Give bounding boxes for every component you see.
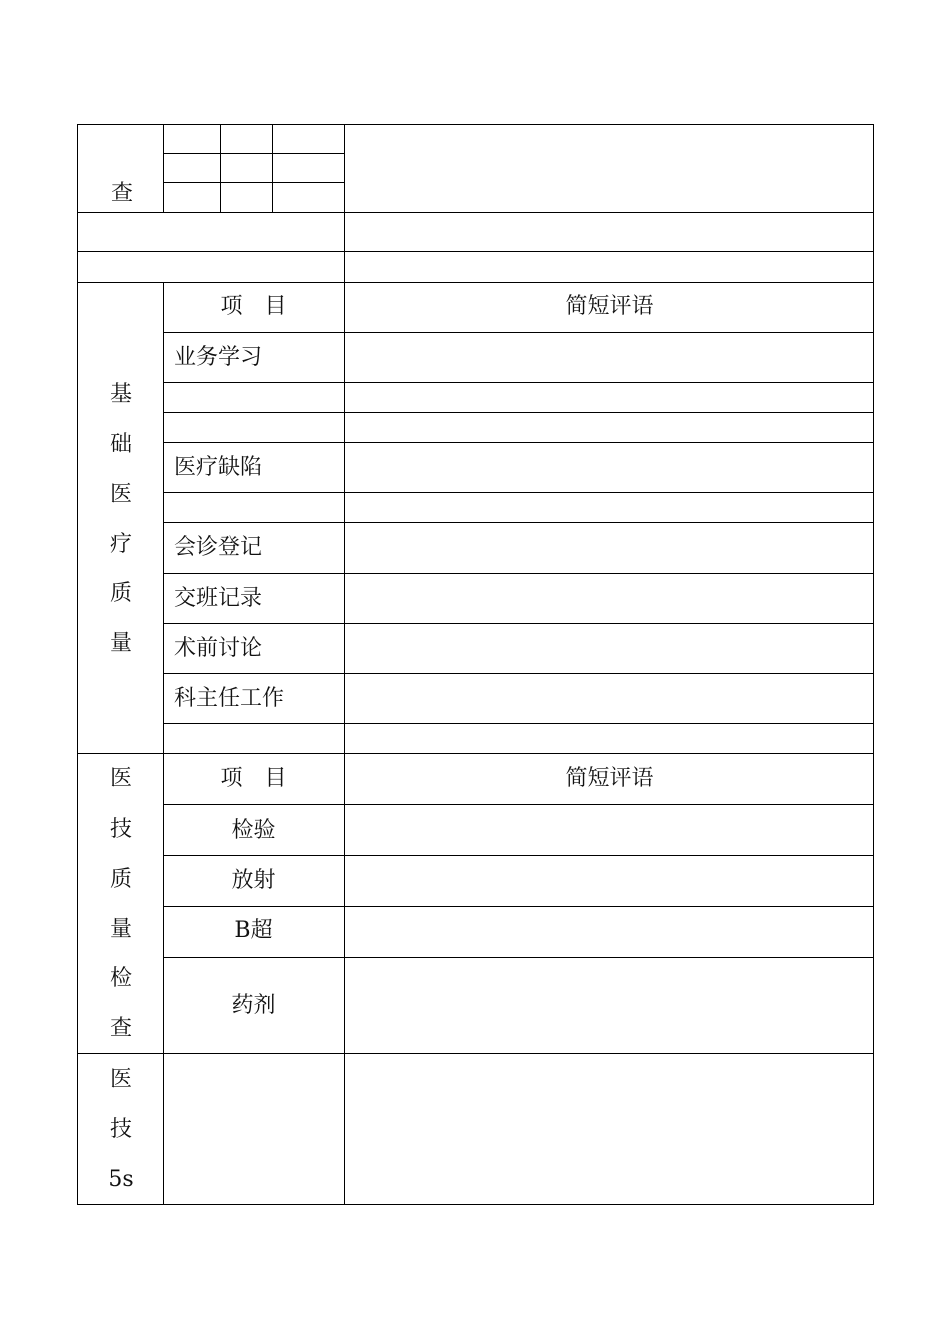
tech-item-label: 放射 [231,868,276,893]
evaluation-form-table [77,124,874,1205]
row-divider [163,522,874,523]
tech-side-label-char: 量 [109,917,132,942]
column-divider [344,124,345,1205]
basic-item-label: 业务学习 [174,345,263,370]
row-divider [77,282,874,283]
basic-side-label-char: 础 [109,432,132,457]
basic-side-label-char: 疗 [109,532,132,557]
row-divider [163,412,874,413]
column-divider [220,124,221,213]
column-divider [163,282,164,1205]
row-divider [163,623,874,624]
tech-5s-side-label-char: 医 [109,1067,132,1092]
tech-side-label-char: 查 [109,1016,132,1041]
tech-5s-side-label-char: 技 [109,1117,132,1142]
top-section-label: 查 [111,181,134,206]
row-divider [163,573,874,574]
basic-item-label: 交班记录 [174,586,263,611]
row-divider [163,673,874,674]
row-divider [77,1053,874,1054]
tech-side-label-char: 技 [109,817,132,842]
row-divider [163,723,874,724]
basic-item-label: 会诊登记 [174,535,263,560]
row-divider [163,153,345,154]
basic-item-label: 术前讨论 [174,636,263,661]
basic-item-label: 科主任工作 [174,686,285,711]
tech-side-label-char: 检 [109,966,132,991]
row-divider [77,251,874,252]
basic-side-label-char: 医 [109,482,132,507]
row-divider [163,804,874,805]
row-divider [163,855,874,856]
basic-side-label-char: 基 [109,382,132,407]
row-divider [163,382,874,383]
row-divider [163,906,874,907]
row-divider [163,492,874,493]
column-divider [272,124,273,213]
row-divider [77,212,874,213]
basic-item-label: 医疗缺陷 [174,455,263,480]
row-divider [163,182,345,183]
tech-side-label-char: 医 [109,766,132,791]
basic-comment-header: 简短评语 [565,294,654,319]
tech-side-label-char: 质 [109,867,132,892]
basic-side-label-char: 质 [109,581,132,606]
tech-item-header: 项 目 [220,766,287,791]
tech-comment-header: 简短评语 [565,766,654,791]
tech-item-label: B超 [234,918,273,943]
basic-side-label-char: 量 [109,631,132,656]
basic-item-header: 项 目 [220,294,287,319]
row-divider [163,442,874,443]
row-divider [163,957,874,958]
row-divider [77,753,874,754]
row-divider [163,332,874,333]
tech-item-label: 药剂 [231,993,276,1018]
column-divider [163,124,164,213]
tech-item-label: 检验 [231,818,276,843]
tech-5s-side-label-char: 5s [108,1167,134,1192]
